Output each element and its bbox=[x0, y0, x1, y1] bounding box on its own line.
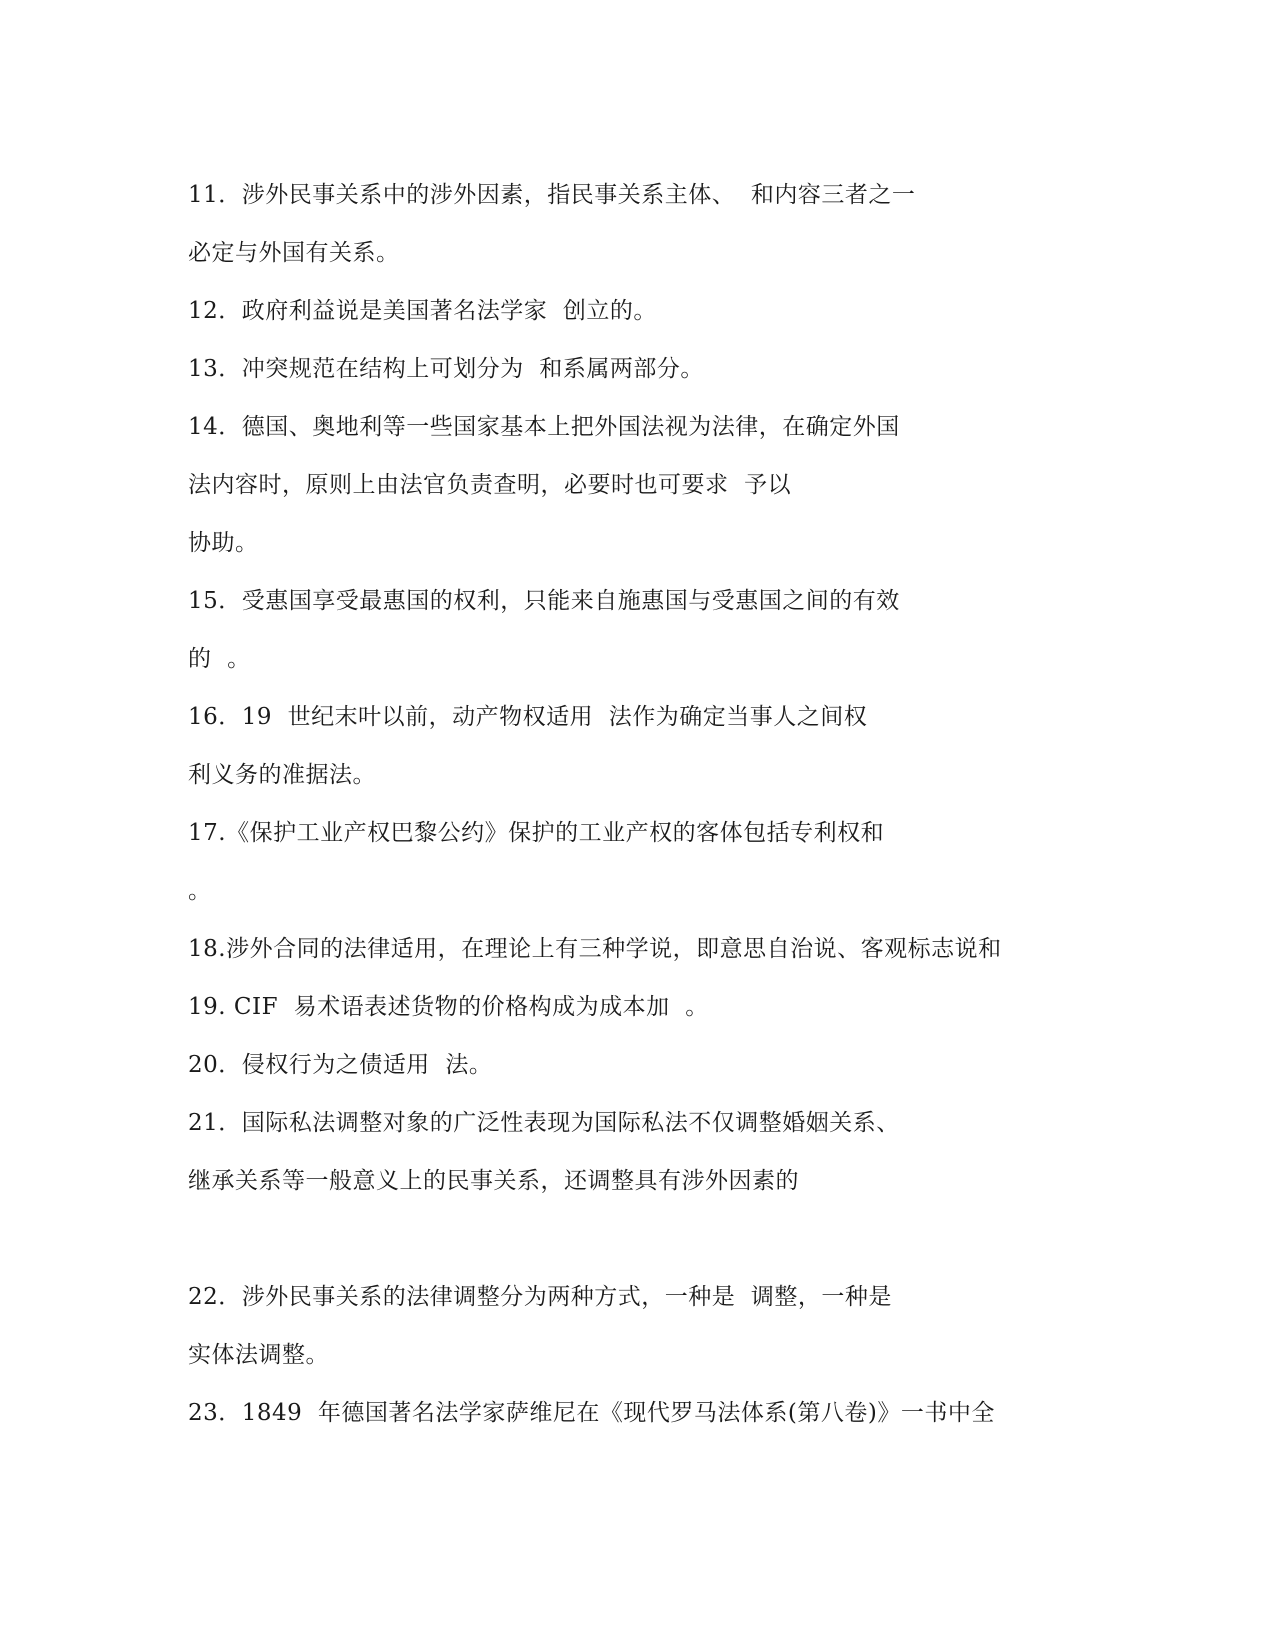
question-22-line-1: 22．涉外民事关系的法律调整分为两种方式，一种是 调整，一种是 bbox=[188, 1284, 892, 1310]
question-11-line-1: 11．涉外民事关系中的涉外因素，指民事关系主体、 和内容三者之一 bbox=[188, 182, 916, 208]
question-14-line-1: 14．德国、奥地利等一些国家基本上把外国法视为法律，在确定外国 bbox=[188, 414, 900, 440]
question-19-line-1: 19. CIF 易术语表述货物的价格构成为成本加 。 bbox=[188, 994, 709, 1020]
question-15-line-1: 15．受惠国享受最惠国的权利，只能来自施惠国与受惠国之间的有效 bbox=[188, 588, 900, 614]
question-22-line-2: 实体法调整。 bbox=[188, 1342, 329, 1368]
question-14-line-2: 法内容时，原则上由法官负责查明，必要时也可要求 予以 bbox=[188, 472, 792, 498]
question-15-line-2: 的 。 bbox=[188, 646, 251, 672]
question-13-line-1: 13．冲突规范在结构上可划分为 和系属两部分。 bbox=[188, 356, 704, 382]
question-14-line-3: 协助。 bbox=[188, 530, 259, 556]
question-16-line-2: 利义务的准据法。 bbox=[188, 762, 376, 788]
question-11-line-2: 必定与外国有关系。 bbox=[188, 240, 400, 266]
question-21-line-2: 继承关系等一般意义上的民事关系，还调整具有涉外因素的 bbox=[188, 1168, 799, 1194]
question-23-line-1: 23．1849 年德国著名法学家萨维尼在《现代罗马法体系(第八卷)》一书中全 bbox=[188, 1400, 995, 1426]
question-12-line-1: 12．政府利益说是美国著名法学家 创立的。 bbox=[188, 298, 657, 324]
question-18-line-1: 18.涉外合同的法律适用，在理论上有三种学说，即意思自治说、客观标志说和 bbox=[188, 936, 1002, 962]
question-16-line-1: 16．19 世纪末叶以前，动产物权适用 法作为确定当事人之间权 bbox=[188, 704, 868, 730]
question-17-line-2: 。 bbox=[188, 878, 212, 904]
question-20-line-1: 20．侵权行为之债适用 法。 bbox=[188, 1052, 493, 1078]
question-17-line-1: 17.《保护工业产权巴黎公约》保护的工业产权的客体包括专利权和 bbox=[188, 820, 885, 846]
question-21-line-1: 21．国际私法调整对象的广泛性表现为国际私法不仅调整婚姻关系、 bbox=[188, 1110, 900, 1136]
